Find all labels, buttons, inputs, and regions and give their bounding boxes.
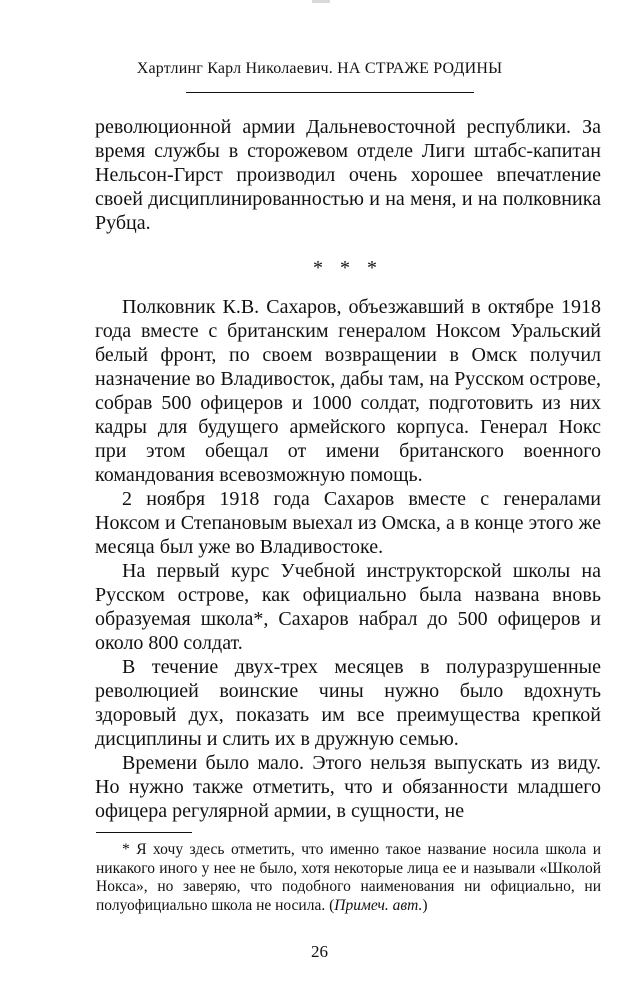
main-text	[95, 295, 601, 823]
opening-paragraph-block	[95, 115, 601, 235]
paragraph-5: Времени было мало. Этого нельзя выпускать из виду. Но нужно также отметить, что и обязанности младшего офицера регулярной армии, в сущности, не	[95, 752, 601, 822]
footnote-note-label: Примеч. авт.	[334, 896, 423, 914]
running-head-rule	[186, 92, 474, 93]
section-break: * * *	[313, 257, 383, 279]
paragraph-2: 2 ноября 1918 года Сахаров вместе с генералами Ноксом и Степановым выехал из Омска, а в конце этого же месяца был уже во Владивостоке.	[95, 488, 601, 558]
opening-paragraph: революционной армии Дальневосточной республики. За время службы в сторожевом отделе Лиги штабс-капитан Нельсон-Гирст производил очень хорошее впечатление своей дисциплинированностью и на меня, и на полковника Рубца.	[95, 116, 601, 234]
footnote	[96, 841, 601, 915]
footnote-rule	[96, 832, 192, 833]
paragraph-4: В течение двух-трех месяцев в полуразрушенные революцией воинские чины нужно было вдохнуть здоровый дух, показать им все преимущества крепкой дисциплины и слить их в дружную семью.	[95, 656, 601, 750]
footnote-closing: )	[422, 896, 428, 914]
footnote-paragraph	[96, 841, 601, 915]
running-head: Хартлинг Карл Николаевич. НА СТРАЖЕ РОДИНЫ	[136, 60, 503, 77]
footnote-text: * Я хочу здесь отметить, что именно такое название носила школа и никакого иного у нее не было, хотя некоторые лица ее и называли «Школой Нокса», но заверяю, что подобного наименования ни официально, ни полуофициально школа не носила. (	[96, 841, 601, 914]
paragraph-1: Полковник К.В. Сахаров, объезжавший в октябре 1918 года вместе с британским генералом Ноксом Уральский белый фронт, по своем возвращении в Омск получил назначение во Владивосток, дабы там, на Русском острове, собрав 500 офицеров и 1000 солдат, подготовить из них кадры для будущего армейского корпуса. Генерал Нокс при этом обещал от имени британского военного командования всевозможную помощь.	[95, 296, 601, 486]
paragraph-3: На первый курс Учебной инструкторской школы на Русском острове, как официально была названа вновь образуемая школа*, Сахаров набрал до 500 офицеров и около 800 солдат.	[95, 560, 601, 654]
page-number: 26	[311, 942, 328, 961]
scan-mark	[312, 0, 330, 3]
